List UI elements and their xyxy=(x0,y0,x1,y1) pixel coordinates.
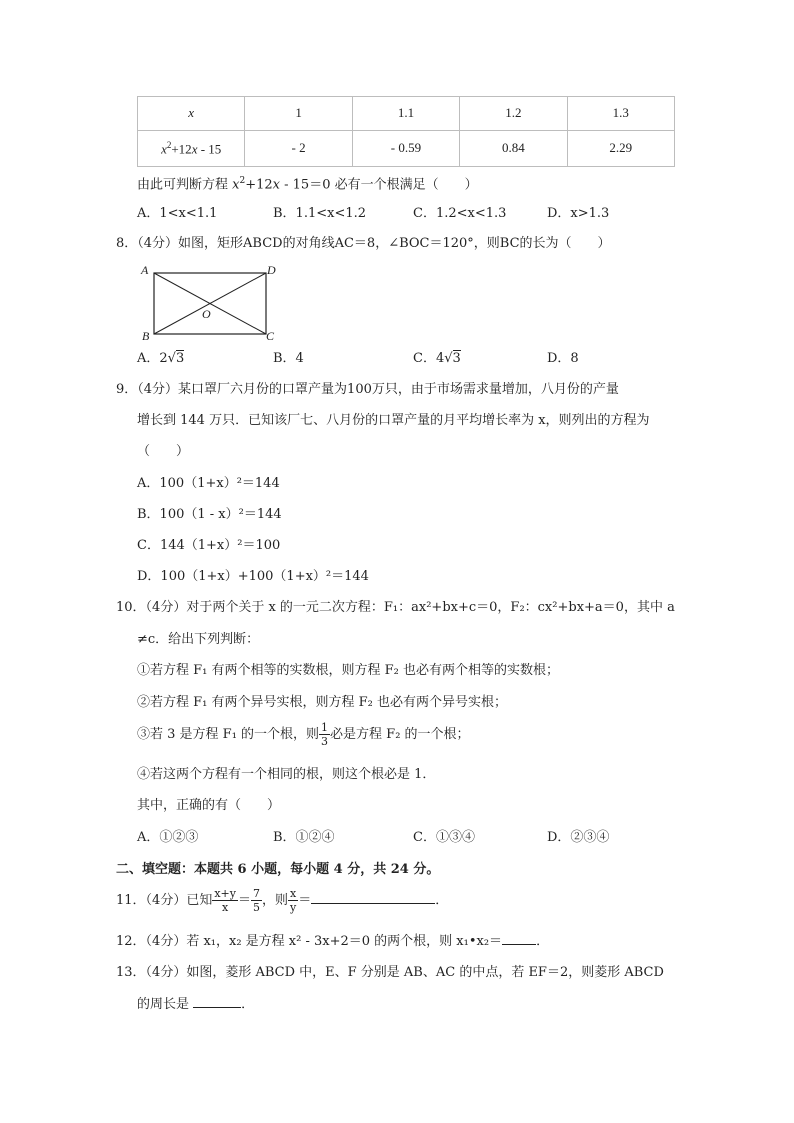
q9-line1: 9．（4分）某口罩厂六月份的口罩产量为100万只，由于市场需求量增加，八月份的产量 xyxy=(116,382,619,397)
table-cell: 1.2 xyxy=(460,97,567,131)
q10-option-a[interactable]: A．①②③ xyxy=(137,830,199,845)
q10-option-b[interactable]: B．①②④ xyxy=(273,830,335,845)
q13-line2: 的周长是 ． xyxy=(137,997,255,1012)
label-o: O xyxy=(202,307,211,321)
q9-option-d[interactable]: D．100（1+x）+100（1+x）²＝144 xyxy=(137,569,369,584)
q9-line3: （ ） xyxy=(137,444,190,459)
q8-stem: 8．（4分）如图，矩形ABCD的对角线AC＝8，∠BOC＝120°，则BC的长为（ ） xyxy=(116,236,611,251)
q8-option-d[interactable]: D．8 xyxy=(547,351,579,366)
q10-line2: ≠c．给出下列判断： xyxy=(137,632,260,647)
rectangle-diagram xyxy=(136,262,286,344)
q11: 11．（4分）已知 $\frac{x+y}{x}$ ＝ $\frac{7}{5}$ ，则 $\frac{x}{y}$ ＝ ． xyxy=(116,887,449,914)
table-cell: - 2 xyxy=(245,130,352,166)
table-cell: 2.29 xyxy=(567,130,674,166)
table-cell: $x^2+12x - 15$ xyxy=(138,130,245,166)
q13-line1: 13．（4分）如图，菱形 ABCD 中，E、F 分别是 AB、AC 的中点，若 EF＝2，则菱形 ABCD xyxy=(116,965,664,980)
q8-option-a[interactable]: A．2√3 xyxy=(137,351,185,366)
q7-option-c[interactable]: C．1.2<x<1.3 xyxy=(413,206,507,221)
q9-option-c[interactable]: C．144（1+x）²＝100 xyxy=(137,538,281,553)
q8-option-c[interactable]: C．4√3 xyxy=(413,351,461,366)
q7-option-d[interactable]: D．x>1.3 xyxy=(547,206,610,221)
table-cell: 1 xyxy=(245,97,352,131)
q10-judgement-2: ②若方程 F₁ 有两个异号实根，则方程 F₂ 也必有两个异号实根； xyxy=(137,695,507,710)
table-row xyxy=(138,130,675,166)
q7-option-a[interactable]: A．1<x<1.1 xyxy=(137,206,218,221)
q9-line2: 增长到 144 万只．已知该厂七、八月份的口罩产量的月平均增长率为 x，则列出的方程为 xyxy=(137,413,650,428)
q9-option-b[interactable]: B．100（1 - x）²＝144 xyxy=(137,507,282,522)
q12: 12．（4分）若 x₁，x₂ 是方程 x² - 3x+2＝0 的两个根，则 x₁•x₂＝ ． xyxy=(116,934,550,949)
value-table xyxy=(137,96,675,167)
table-cell: 0.84 xyxy=(460,130,567,166)
q10-ask: 其中，正确的有（ ） xyxy=(137,798,281,813)
q13-answer-blank[interactable] xyxy=(193,1006,241,1008)
q10-option-c[interactable]: C．①③④ xyxy=(413,830,475,845)
label-d: D xyxy=(267,263,276,277)
q9-option-a[interactable]: A．100（1+x）²＝144 xyxy=(137,476,280,491)
q7-option-b[interactable]: B．1.1<x<1.2 xyxy=(273,206,367,221)
q11-answer-blank[interactable] xyxy=(311,902,435,904)
table-row xyxy=(138,97,675,131)
table-cell: - 0.59 xyxy=(352,130,459,166)
section-title: 二、填空题：本题共 6 小题，每小题 4 分，共 24 分。 xyxy=(116,862,440,877)
table-cell: 1.1 xyxy=(352,97,459,131)
q8-option-b[interactable]: B．4 xyxy=(273,351,304,366)
q10-judgement-3: ③若 3 是方程 F₁ 的一个根，则 $\frac{1}{3}$ 必是方程 F₂ 的一个根； xyxy=(137,721,470,748)
q10-option-d[interactable]: D．②③④ xyxy=(547,830,610,845)
table-cell: x xyxy=(138,97,245,131)
label-b: B xyxy=(142,329,150,343)
q10-line1: 10．（4分）对于两个关于 x 的一元二次方程：F₁：ax²+bx+c＝0，F₂：cx²+bx+a＝0，其中 a xyxy=(116,600,675,615)
q7-stem: 由此可判断方程 $x^2+12x - 15=0$ 必有一个根满足（ ） xyxy=(137,176,478,193)
q12-answer-blank[interactable] xyxy=(502,943,536,945)
label-a: A xyxy=(141,263,149,277)
label-c: C xyxy=(266,329,275,343)
table-cell: 1.3 xyxy=(567,97,674,131)
q10-judgement-4: ④若这两个方程有一个相同的根，则这个根必是 1． xyxy=(137,767,436,782)
q10-judgement-1: ①若方程 F₁ 有两个相等的实数根，则方程 F₂ 也必有两个相等的实数根； xyxy=(137,663,559,678)
